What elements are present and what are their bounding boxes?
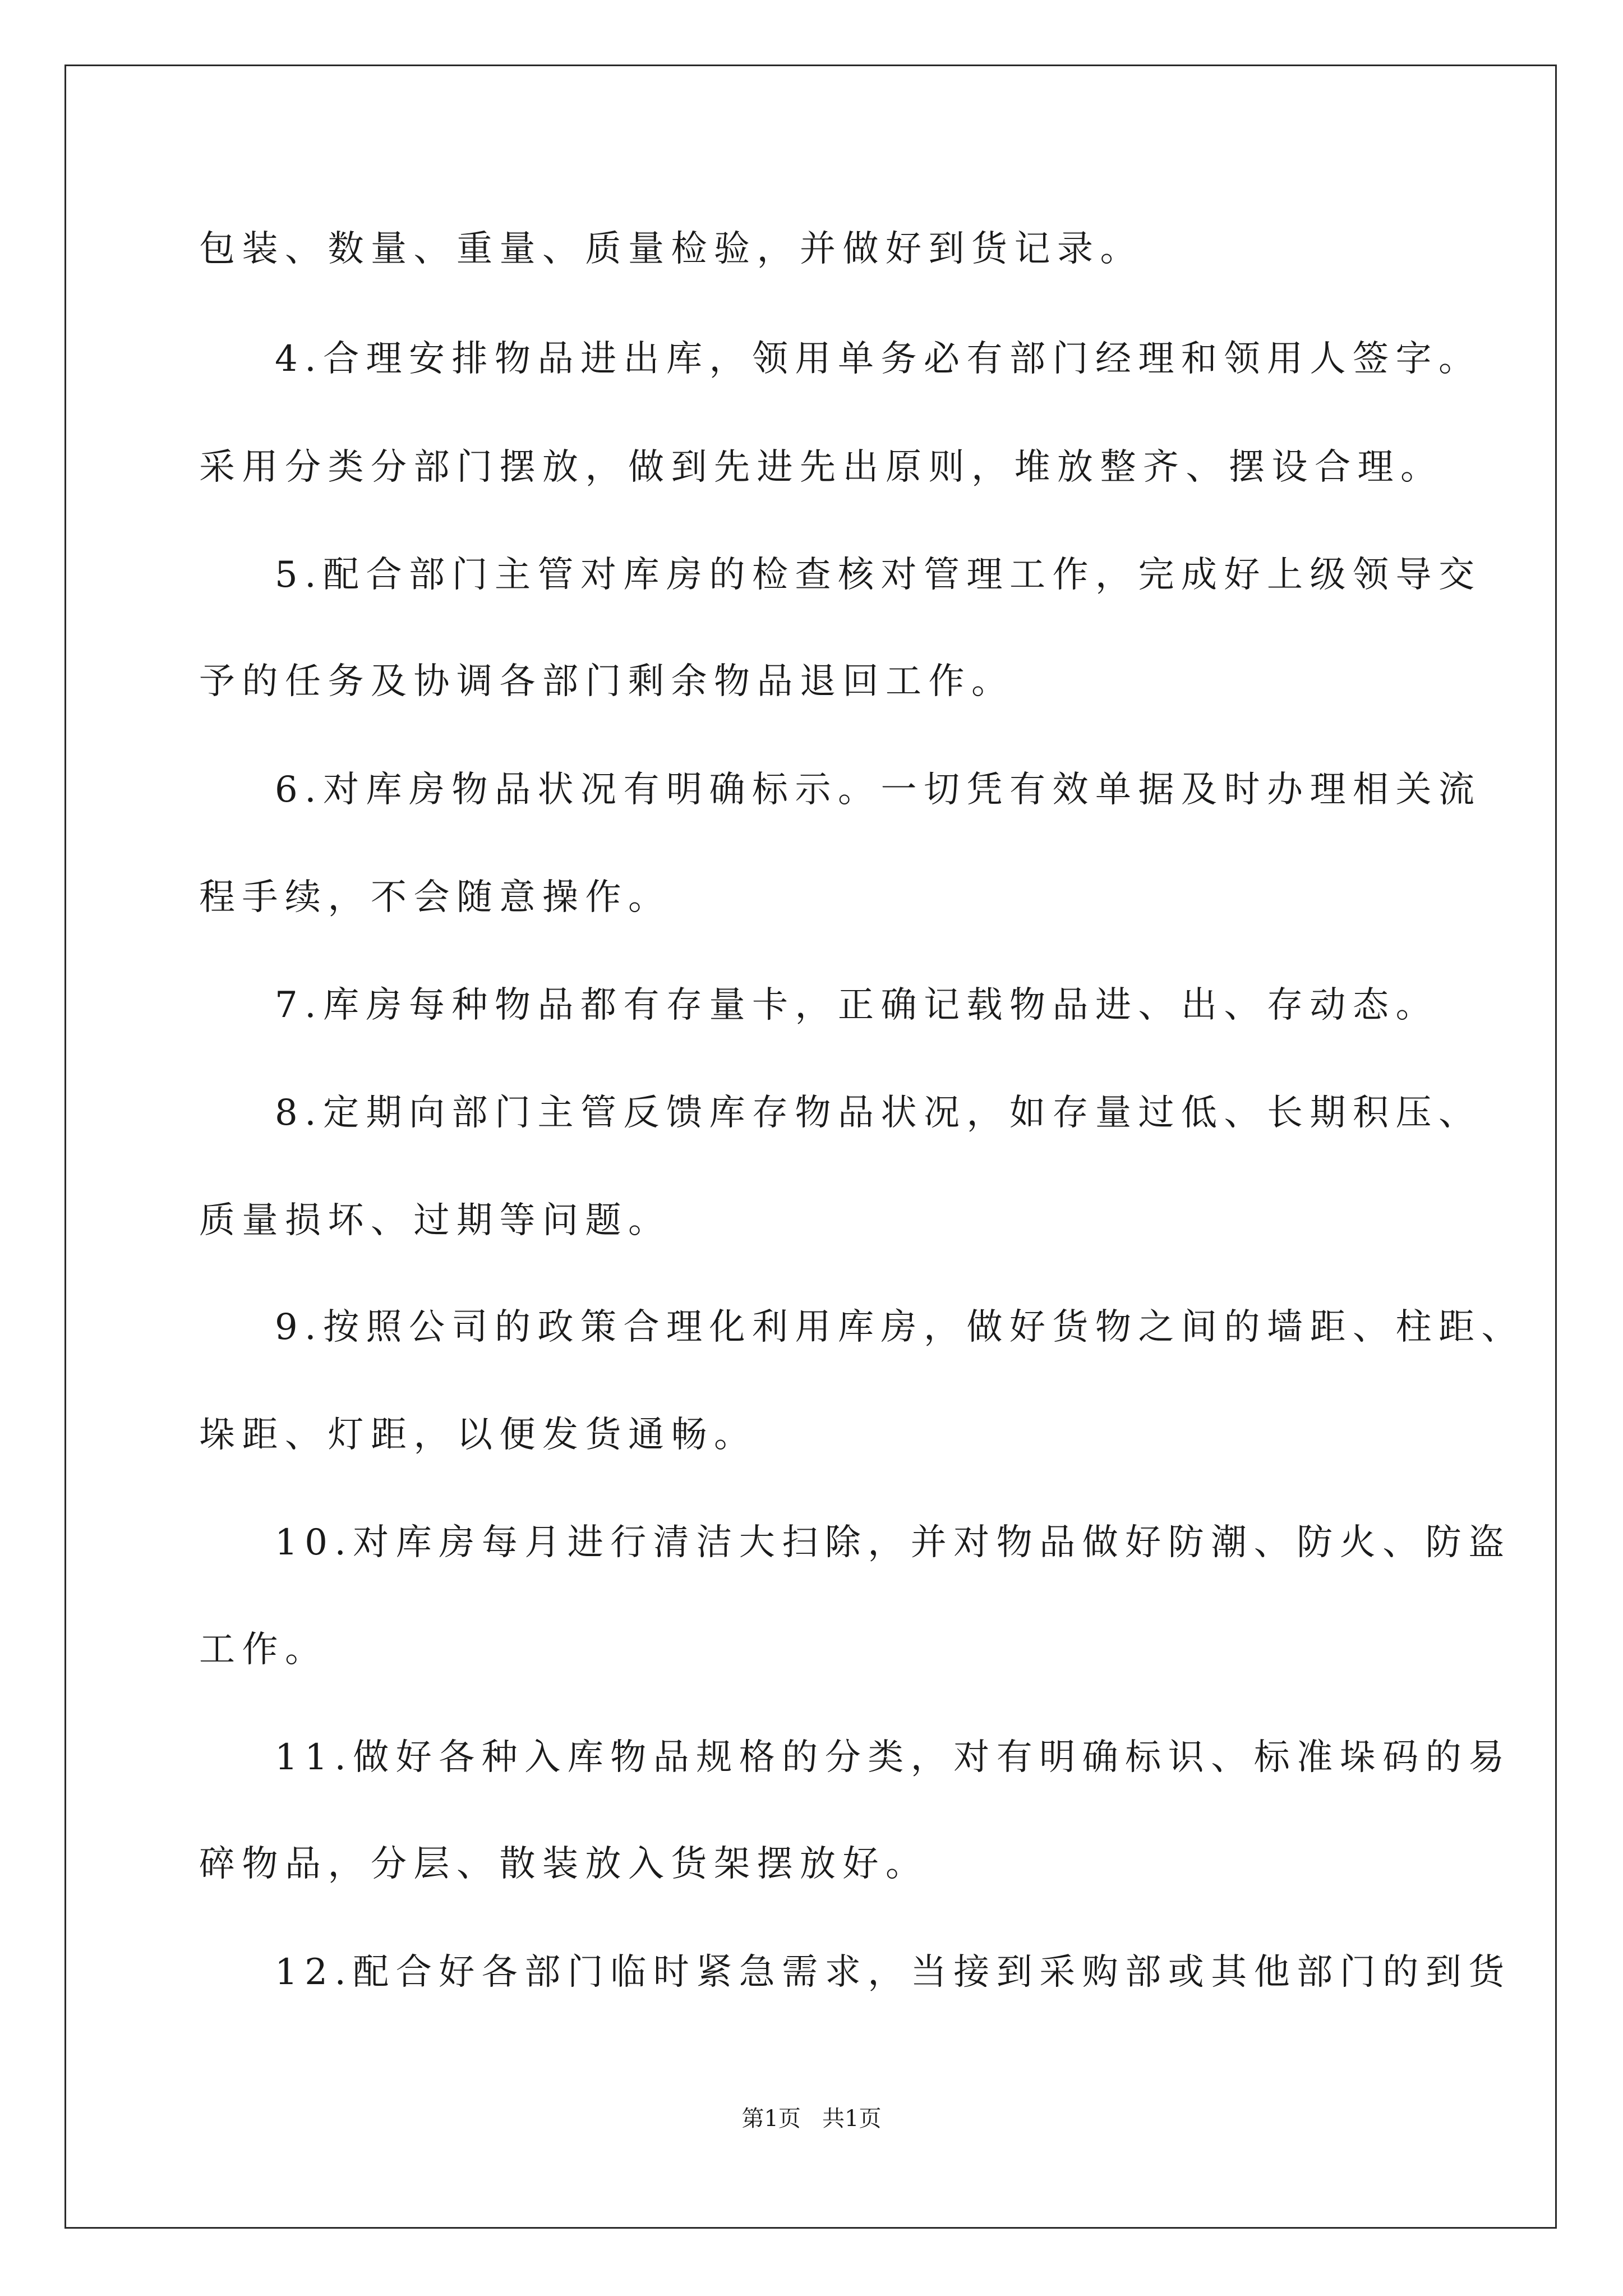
- list-item-8: 8.定期向部门主管反馈库存物品状况，如存量过低、长期积压、: [275, 1092, 1482, 1134]
- text-line: 包装、数量、重量、质量检验，并做好到货记录。: [199, 228, 1143, 270]
- text-line: 碎物品，分层、散装放入货架摆放好。: [199, 1843, 929, 1885]
- list-item-11: 11.做好各种入库物品规格的分类，对有明确标识、标准垛码的易: [275, 1737, 1511, 1778]
- list-item-10: 10.对库房每月进行清洁大扫除，并对物品做好防潮、防火、防盗: [275, 1522, 1511, 1563]
- list-item-6: 6.对库房物品状况有明确标示。一切凭有效单据及时办理相关流: [275, 769, 1482, 811]
- list-item-5: 5.配合部门主管对库房的检查核对管理工作，完成好上级领导交: [275, 554, 1482, 596]
- text-line: 采用分类分部门摆放，做到先进先出原则，堆放整齐、摆设合理。: [199, 447, 1444, 488]
- list-item-4: 4.合理安排物品进出库，领用单务必有部门经理和领用人签字。: [275, 338, 1482, 380]
- text-line: 质量损坏、过期等问题。: [199, 1200, 671, 1241]
- list-item-9: 9.按照公司的政策合理化利用库房，做好货物之间的墙距、柱距、: [275, 1306, 1525, 1348]
- text-line: 工作。: [199, 1629, 328, 1671]
- page-border: [64, 65, 1557, 2229]
- text-line: 予的任务及协调各部门剩余物品退回工作。: [199, 661, 1015, 702]
- list-item-12: 12.配合好各部门临时紧急需求，当接到采购部或其他部门的到货: [275, 1952, 1511, 1993]
- text-line: 垛距、灯距，以便发货通畅。: [199, 1414, 757, 1456]
- list-item-7: 7.库房每种物品都有存量卡，正确记载物品进、出、存动态。: [275, 984, 1439, 1026]
- page-footer: 第1页 共1页: [741, 2106, 882, 2132]
- text-line: 程手续，不会随意操作。: [199, 877, 671, 918]
